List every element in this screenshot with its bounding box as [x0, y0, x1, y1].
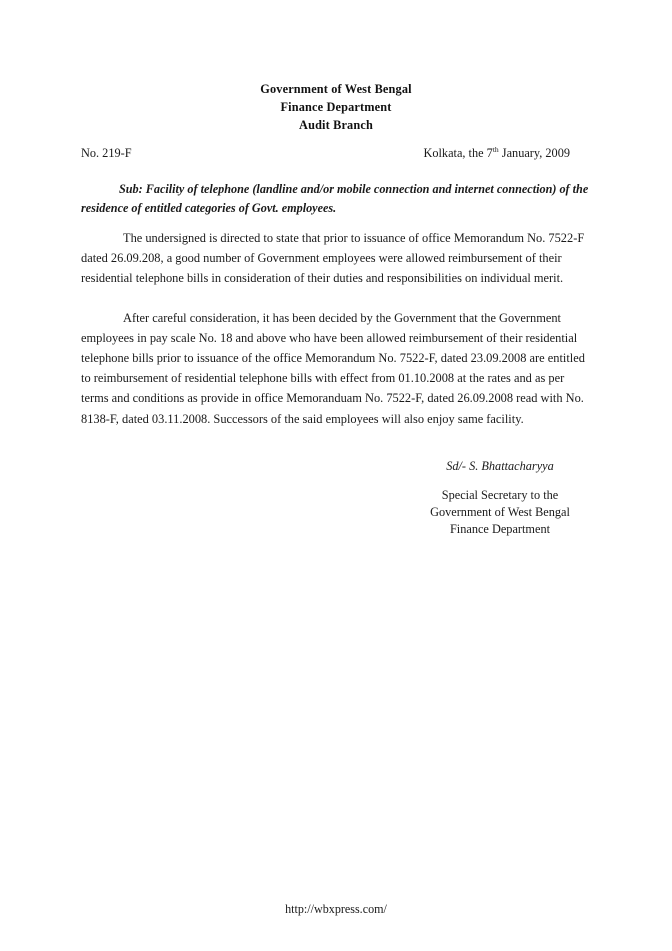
reference-row — [81, 146, 592, 161]
paragraph-2: After careful consideration, it has been decided by the Government that the Government employees in pay scale No. 18 and above who have been allowed reimbursement of their residential telephone bills prior to issuance of the office Memorandum No. 7522-F, dated 23.09.2008 are entitled to reimbursement of residential telephone bills with effect from 01.10.2008 at the rates and as per terms and conditions as provide in office Memoranduam No. 7522-F, dated 26.09.2008 read with No. 8138-F, dated 03.11.2008. Successors of the said employees will also enjoy same facility. — [81, 310, 585, 426]
paragraph-1: The undersigned is directed to state that prior to issuance of office Memorandum No. 7522-F dated 26.09.208, a good number of Government employees were allowed reimbursement of their residential telephone bills in consideration of their duties and responsibilities on individual merit. — [81, 231, 585, 286]
designation-line-2: Government of West Bengal — [430, 505, 570, 519]
memo-number: No. 219-F — [81, 146, 132, 160]
footer-watermark: http://wbxpress.com/ — [285, 902, 387, 916]
subject-line: Sub: Facility of telephone (landline and/or mobile connection and internet connection) of the residence of entitled categories of Govt. employees. — [81, 182, 589, 215]
place-and-date — [423, 146, 570, 161]
signature-block — [360, 456, 640, 538]
date-ordinal-suffix: th — [492, 144, 499, 154]
letterhead-line-government: Government of West Bengal — [260, 82, 412, 96]
designation-line-3: Finance Department — [449, 522, 551, 536]
letterhead — [0, 80, 672, 134]
signatory-name: Sd/- S. Bhattacharyya — [446, 459, 554, 473]
place-date-suffix: January, 2009 — [498, 146, 570, 160]
place-date-prefix: Kolkata, the 7 — [423, 146, 493, 160]
letterhead-line-department: Finance Department — [280, 100, 392, 114]
letterhead-line-branch: Audit Branch — [299, 118, 373, 132]
designation-line-1: Special Secretary to the — [441, 488, 559, 502]
body-text — [81, 228, 593, 448]
